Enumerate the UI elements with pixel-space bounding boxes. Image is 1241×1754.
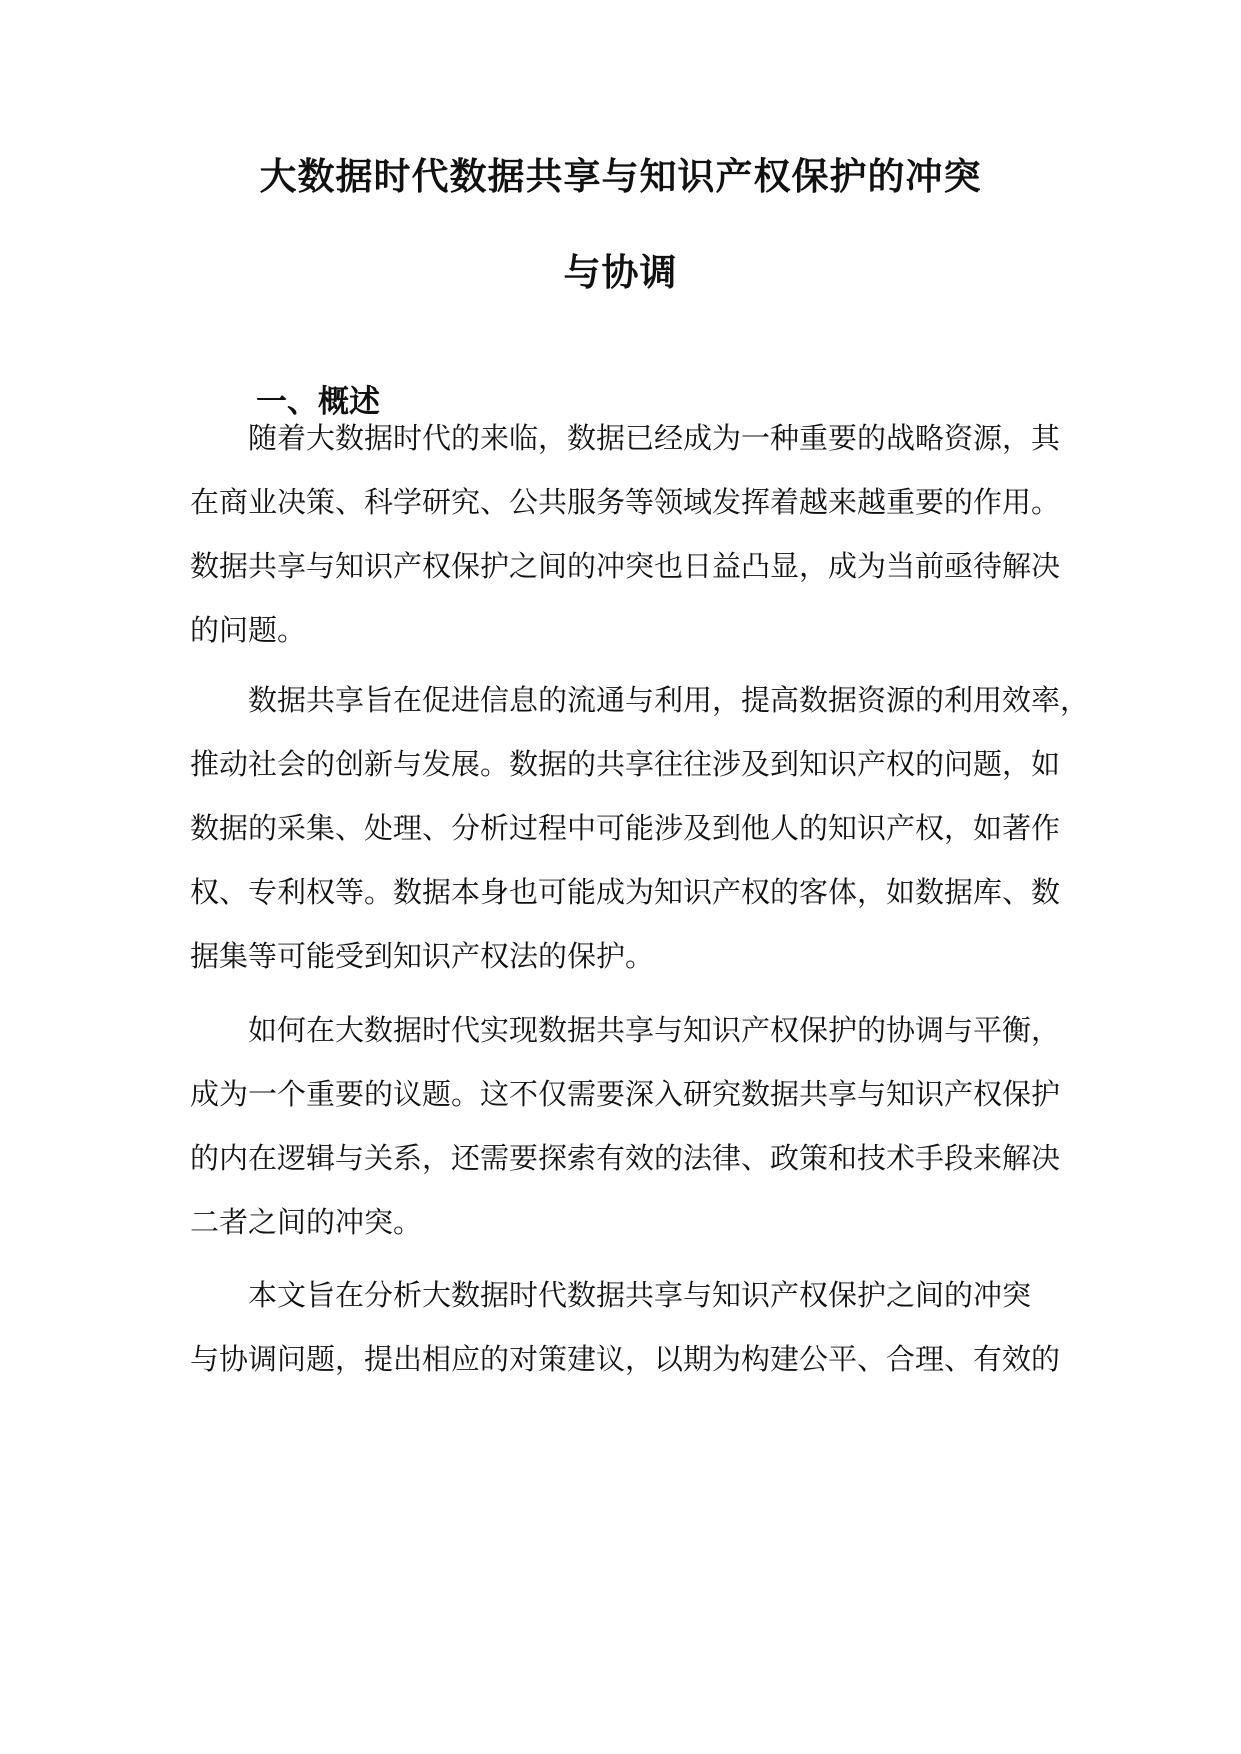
- document-title-line-2: 与协调: [563, 251, 678, 294]
- paragraph-1-line-1: 随着大数据时代的来临，数据已经成为一种重要的战略资源，其: [248, 421, 1061, 455]
- paragraph-4-line-2: 与协调问题，提出相应的对策建议，以期为构建公平、合理、有效的: [190, 1342, 1061, 1376]
- paragraph-3-line-1: 如何在大数据时代实现数据共享与知识产权保护的协调与平衡，: [248, 1013, 1061, 1047]
- section-heading: 一、概述: [256, 384, 380, 420]
- document-title-line-1: 大数据时代数据共享与知识产权保护的冲突: [259, 155, 982, 198]
- paragraph-2-line-4: 权、专利权等。数据本身也可能成为知识产权的客体，如数据库、数: [190, 875, 1061, 909]
- paragraph-1-line-3: 数据共享与知识产权保护之间的冲突也日益凸显，成为当前亟待解决: [190, 549, 1061, 583]
- paragraph-3-line-4: 二者之间的冲突。: [190, 1205, 423, 1239]
- paragraph-1-line-2: 在商业决策、科学研究、公共服务等领域发挥着越来越重要的作用。: [190, 485, 1061, 519]
- paragraph-2-line-1: 数据共享旨在促进信息的流通与利用，提高数据资源的利用效率，: [248, 683, 1090, 717]
- paragraph-2-line-2: 推动社会的创新与发展。数据的共享往往涉及到知识产权的问题，如: [190, 747, 1061, 781]
- paragraph-3-line-2: 成为一个重要的议题。这不仅需要深入研究数据共享与知识产权保护: [190, 1077, 1061, 1111]
- paragraph-2-line-5: 据集等可能受到知识产权法的保护。: [190, 939, 655, 973]
- paragraph-1-line-4: 的问题。: [190, 613, 307, 647]
- paragraph-3-line-3: 的内在逻辑与关系，还需要探索有效的法律、政策和技术手段来解决: [190, 1141, 1061, 1175]
- paragraph-2-line-3: 数据的采集、处理、分析过程中可能涉及到他人的知识产权，如著作: [190, 811, 1061, 845]
- paragraph-4-line-1: 本文旨在分析大数据时代数据共享与知识产权保护之间的冲突: [248, 1278, 1032, 1312]
